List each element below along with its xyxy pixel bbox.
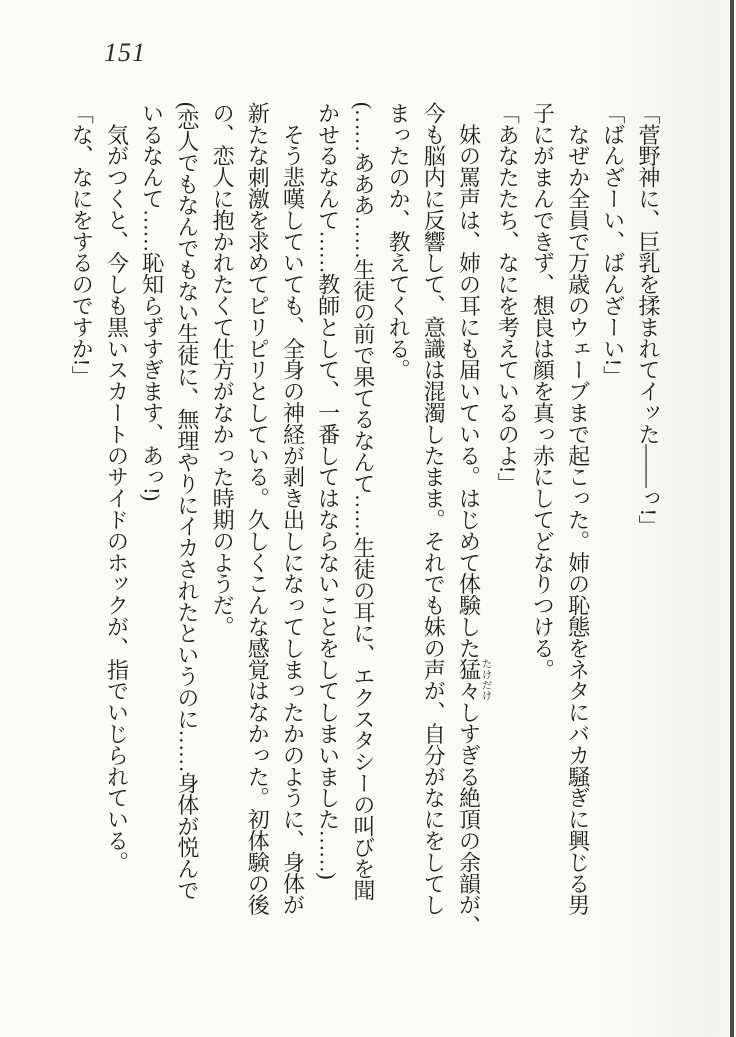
text-line: 子にがまんできず、想良は顔を真っ赤にしてどなりつける。: [530, 102, 556, 680]
text-line: まったのか、教えてくれる。: [386, 102, 412, 381]
text-line: 「菅野神に、巨乳を揉まれてイッた――っ!」: [636, 102, 661, 537]
text-line: そう悲嘆していても、全身の神経が剥き出しになってしまったかのように、身体が: [280, 102, 306, 916]
ruby-annotated-word: 猛々たけだけ: [456, 658, 491, 702]
page-text: [64, 102, 666, 940]
text-line: (……あああ……生徒の前で果てるなんて……生徒の耳に、エクスタシーの叫びを聞: [350, 102, 376, 901]
text-line: 「あなたたち、なにを考えているのよ!」: [495, 102, 521, 494]
text-line: 気がつくと、今しも黒いスカートのサイドのホックが、指でいじられている。: [104, 102, 130, 873]
text-line: 「ばんざーい、ばんざーい!」: [600, 102, 626, 387]
text-line: の、恋人に抱かれたくて仕方がなかった時期のようだ。: [210, 102, 236, 638]
text-line: 「な、なにをするのですか!」: [69, 102, 95, 387]
text-line: なぜか全員で万歳のウェーブまで起こった。姉の恥態をネタにバカ騒ぎに興じる男: [565, 102, 591, 916]
text-line: 今も脳内に反響して、意識は混濁したまま。それでも妹の声が、自分がなにをしてし: [421, 102, 447, 916]
page-edge-line: [730, 0, 734, 1037]
text-line: かせるなんて……教師として、一番してはならないことをしてしまいました……): [315, 102, 341, 880]
page-number: 151: [104, 38, 146, 67]
text-line: 妹の罵声は、姉の耳にも届いている。はじめて体験した猛々たけだけしすぎる絶頂の余韻が、: [456, 102, 491, 937]
text-line: 新たな刺激を求めてピリピリとしている。久しくこんな感覚はなかった。初体験の後: [245, 102, 271, 916]
text-line: (恋人でもなんでもない生徒に、無理やりにイカされたというのに……身体が悦んで: [174, 102, 200, 901]
text-line: いるなんて……恥知らずすぎます、あっ!): [139, 102, 165, 501]
